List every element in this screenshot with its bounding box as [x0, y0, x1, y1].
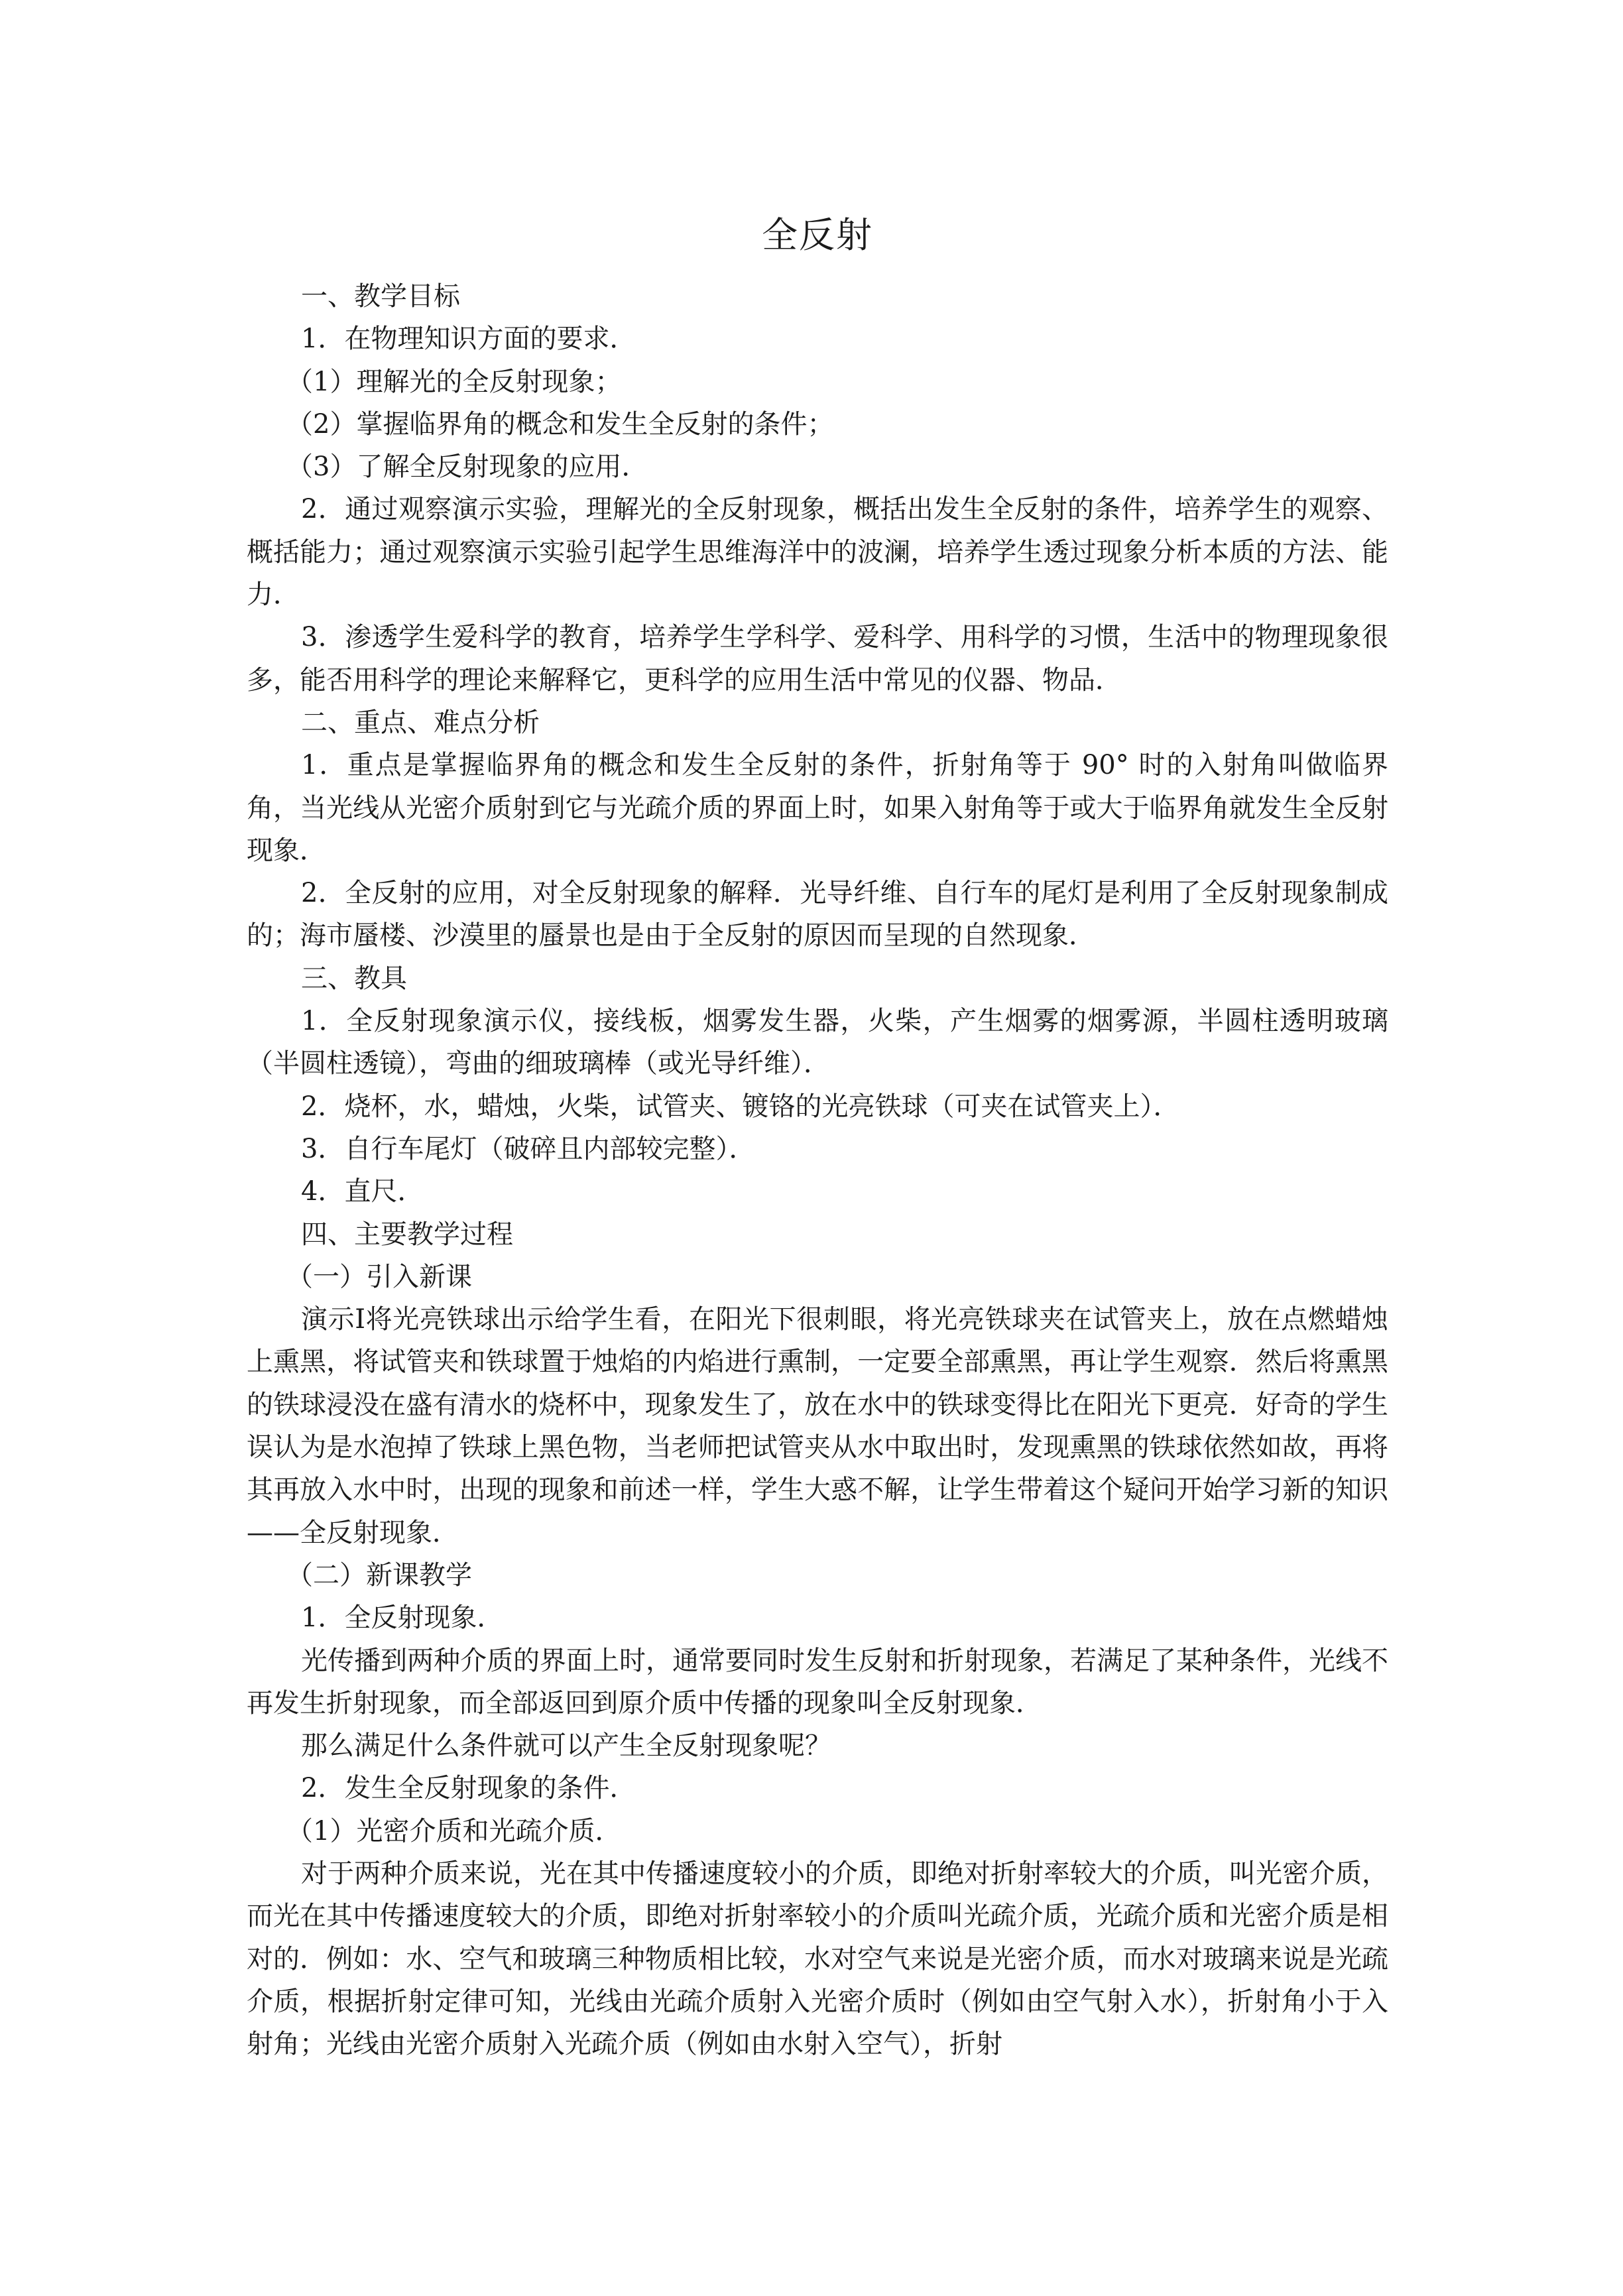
paragraph: 1．全反射现象演示仪，接线板，烟雾发生器，火柴，产生烟雾的烟雾源，半圆柱透明玻璃（半圆柱透镜），弯曲的细玻璃棒（或光导纤维）． [247, 1006, 1388, 1079]
document-body [247, 275, 1388, 2065]
paragraph: 对于两种介质来说，光在其中传播速度较小的介质，即绝对折射率较大的介质，叫光密介质，而光在其中传播速度较大的介质，即绝对折射率较小的介质叫光疏介质，光疏介质和光密介质是相对的．例如：水、空气和玻璃三种物质相比较，水对空气来说是光密介质，而水对玻璃来说是光疏介质，根据折射定律可知，光线由光疏介质射入光密介质时（例如由空气射入水），折射角小于入射角；光线由光密介质射入光疏介质（例如由水射入空气），折射 [247, 1858, 1388, 2060]
paragraph: （2）掌握临界角的概念和发生全反射的条件； [286, 408, 834, 440]
paragraph: 3．渗透学生爱科学的教育，培养学生学科学、爱科学、用科学的习惯，生活中的物理现象很多，能否用科学的理论来解释它，更科学的应用生活中常见的仪器、物品． [247, 622, 1388, 695]
paragraph: 那么满足什么条件就可以产生全反射现象呢？ [301, 1730, 831, 1762]
paragraph: （1）理解光的全反射现象； [286, 366, 622, 397]
paragraph: 三、教具 [301, 963, 407, 994]
paragraph: 演示Ⅰ将光亮铁球出示给学生看，在阳光下很刺眼，将光亮铁球夹在试管夹上，放在点燃蜡烛上熏黑，将试管夹和铁球置于烛焰的内焰进行熏制，一定要全部熏黑，再让学生观察．然后将熏黑的铁球浸没在盛有清水的烧杯中，现象发生了，放在水中的铁球变得比在阳光下更亮．好奇的学生误认为是水泡掉了铁球上黑色物，当老师把试管夹从水中取出时，发现熏黑的铁球依然如故，再将其再放入水中时，出现的现象和前述一样，学生大惑不解，让学生带着这个疑问开始学习新的知识——全反射现象． [247, 1304, 1388, 1548]
paragraph: 2．通过观察演示实验，理解光的全反射现象，概括出发生全反射的条件，培养学生的观察、概括能力；通过观察演示实验引起学生思维海洋中的波澜，培养学生透过现象分析本质的方法、能力． [247, 494, 1388, 611]
paragraph: 二、重点、难点分析 [301, 707, 540, 738]
paragraph: （二）新课教学 [286, 1559, 472, 1591]
paragraph: 2．烧杯，水，蜡烛，火柴，试管夹、镀铬的光亮铁球（可夹在试管夹上）． [301, 1091, 1180, 1122]
paragraph: 1．重点是掌握临界角的概念和发生全反射的条件，折射角等于 90° 时的入射角叫做临界角，当光线从光密介质射到它与光疏介质的界面上时，如果入射角等于或大于临界角就发生全反射现象． [247, 750, 1388, 866]
document-title: 全反射 [762, 214, 873, 256]
paragraph: 一、教学目标 [301, 281, 460, 312]
paragraph: 3．自行车尾灯（破碎且内部较完整）． [301, 1133, 756, 1164]
paragraph: 四、主要教学过程 [301, 1219, 513, 1250]
paragraph: 光传播到两种介质的界面上时，通常要同时发生反射和折射现象，若满足了某种条件，光线不再发生折射现象，而全部返回到原介质中传播的现象叫全反射现象． [247, 1645, 1388, 1719]
document-page [247, 209, 1388, 2065]
paragraph: 1．在物理知识方面的要求． [301, 324, 636, 355]
paragraph: 4．直尺． [301, 1176, 424, 1207]
paragraph: 2．全反射的应用，对全反射现象的解释．光导纤维、自行车的尾灯是利用了全反射现象制成的；海市蜃楼、沙漠里的蜃景也是由于全反射的原因而呈现的自然现象． [247, 878, 1388, 951]
paragraph: （3）了解全反射现象的应用． [286, 452, 648, 483]
paragraph: （1）光密介质和光疏介质． [286, 1815, 622, 1846]
paragraph: 1．全反射现象． [301, 1602, 504, 1634]
paragraph: 2．发生全反射现象的条件． [301, 1773, 636, 1804]
paragraph: （一）引入新课 [286, 1261, 472, 1292]
